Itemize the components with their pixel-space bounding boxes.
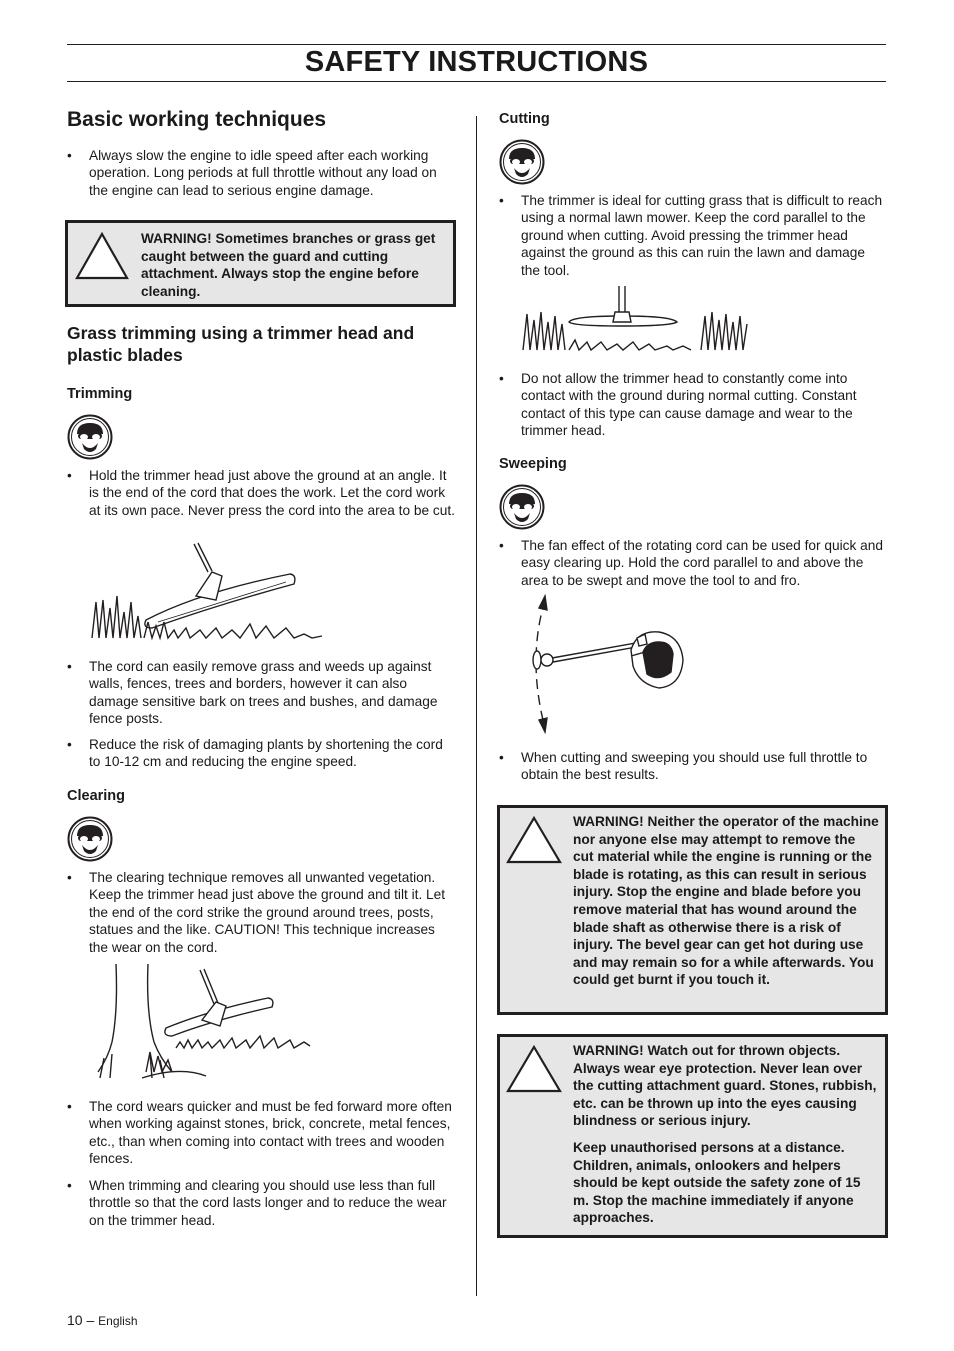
bullet-dot: • <box>67 659 72 674</box>
sweeping-heading: Sweeping <box>499 456 567 472</box>
list-item <box>499 370 885 440</box>
bullet-text: Reduce the risk of damaging plants by shortening the cord to 10-12 cm and reducing the engine speed. <box>89 737 443 770</box>
bullet-dot: • <box>67 1099 72 1114</box>
cutting-heading: Cutting <box>499 111 550 127</box>
list-item <box>67 1098 457 1168</box>
trimming-illustration <box>90 542 330 642</box>
protective-equipment-icon <box>499 139 545 185</box>
warning-text: WARNING! Sometimes branches or grass get caught between the guard and cutting attachment. Always stop the engine before cleaning. <box>141 231 436 299</box>
warning-box <box>497 1034 888 1238</box>
protective-equipment-icon <box>67 816 113 862</box>
bullet-dot: • <box>499 371 504 386</box>
warning-paragraph: WARNING! Watch out for thrown objects. Always wear eye protection. Never lean over the cutting attachment guard. Stones, rubbish, etc. can be thrown up into the eyes causing blindness or serious injury. <box>573 1043 877 1129</box>
bullet-text: The clearing technique removes all unwanted vegetation. Keep the trimmer head just above the ground and tilt it. Let the end of the cord strike the ground around trees, posts, statues and the like. CAUTION! This technique increases the wear on the cord. <box>89 870 446 955</box>
bullet-text: The trimmer is ideal for cutting grass that is difficult to reach using a normal lawn mower. Keep the cord parallel to the ground when cutting. Avoid pressing the trimmer head against the ground as this can ruin the lawn and damage the tool. <box>521 193 883 278</box>
bullet-text: The fan effect of the rotating cord can be used for quick and easy clearing up. Hold the cord parallel to and above the area to be swept and move the tool to and fro. <box>521 538 883 588</box>
warning-text: WARNING! Neither the operator of the machine nor anyone else may attempt to remove the cut material while the engine is running or the blade is rotating, as this can result in serious injury. Stop the engine and blade before you remove material that has wound around the blade shaft as otherwise there is a risk of injury. The bevel gear can get hot during use and may remain so for a while afterwards. You could get burnt if you touch it. <box>573 814 879 988</box>
warning-box <box>65 220 456 307</box>
bullet-dot: • <box>67 1178 72 1193</box>
protective-equipment-icon <box>67 414 113 460</box>
bullet-dot: • <box>67 737 72 752</box>
warning-text <box>573 1042 879 1227</box>
warning-box <box>497 805 888 1015</box>
clearing-heading: Clearing <box>67 788 126 804</box>
warning-triangle-icon <box>75 232 129 280</box>
section-title: Basic working techniques <box>67 108 327 131</box>
list-item <box>67 1177 457 1229</box>
list-item <box>499 192 885 279</box>
bullet-dot: • <box>499 193 504 208</box>
subsection-title: Grass trimming using a trimmer head and plastic blades <box>67 323 415 365</box>
bullet-text: When trimming and clearing you should use less than full throttle so that the cord lasts longer and to reduce the wear on the trimmer head. <box>89 1178 447 1228</box>
cutting-illustration <box>521 284 751 354</box>
page-number: 10 <box>67 1312 83 1328</box>
sweeping-illustration <box>519 594 689 734</box>
bullet-dot: • <box>499 750 504 765</box>
protective-equipment-icon <box>499 484 545 530</box>
footer-separator: – <box>86 1312 95 1328</box>
list-item <box>67 658 457 728</box>
bullet-text: The cord can easily remove grass and weeds up against walls, fences, trees and borders, however it can also damage sensitive bark on trees and bushes, and damage fence posts. <box>89 659 438 727</box>
bullet-text: When cutting and sweeping you should use full throttle to obtain the best results. <box>521 750 868 783</box>
bullet-text: The cord wears quicker and must be fed forward more often when working against stones, brick, concrete, metal fences, etc., than when coming into contact with trees and wooden fences. <box>89 1099 452 1167</box>
warning-triangle-icon <box>506 1045 562 1093</box>
footer-language: English <box>98 1314 138 1328</box>
list-item <box>499 749 885 784</box>
column-divider <box>476 116 477 1296</box>
trimming-heading: Trimming <box>67 386 133 402</box>
header-bottom-rule <box>67 81 886 82</box>
list-item <box>67 869 457 956</box>
clearing-illustration <box>90 962 320 1082</box>
warning-triangle-icon <box>506 816 562 864</box>
bullet-dot: • <box>67 148 72 163</box>
bullet-dot: • <box>499 538 504 553</box>
list-item <box>67 736 457 771</box>
list-item <box>499 537 885 589</box>
list-item <box>67 147 457 199</box>
bullet-dot: • <box>67 870 72 885</box>
bullet-text: Always slow the engine to idle speed after each working operation. Long periods at full throttle without any load on the engine can lead to serious engine damage. <box>89 148 437 198</box>
bullet-text: Hold the trimmer head just above the ground at an angle. It is the end of the cord that does the work. Let the cord work at its own pace. Never press the cord into the area to be cut. <box>89 468 455 518</box>
page-footer <box>67 1311 138 1330</box>
page-title: SAFETY INSTRUCTIONS <box>304 46 649 78</box>
bullet-dot: • <box>67 468 72 483</box>
list-item <box>67 467 457 519</box>
warning-paragraph: Keep unauthorised persons at a distance. Children, animals, onlookers and helpers should be kept outside the safety zone of 15 m. Stop the machine immediately if anyone approaches. <box>573 1139 861 1226</box>
bullet-text: Do not allow the trimmer head to constantly come into contact with the ground during normal cutting. Constant contact of this type can cause damage and wear to the trimmer head. <box>521 371 857 439</box>
